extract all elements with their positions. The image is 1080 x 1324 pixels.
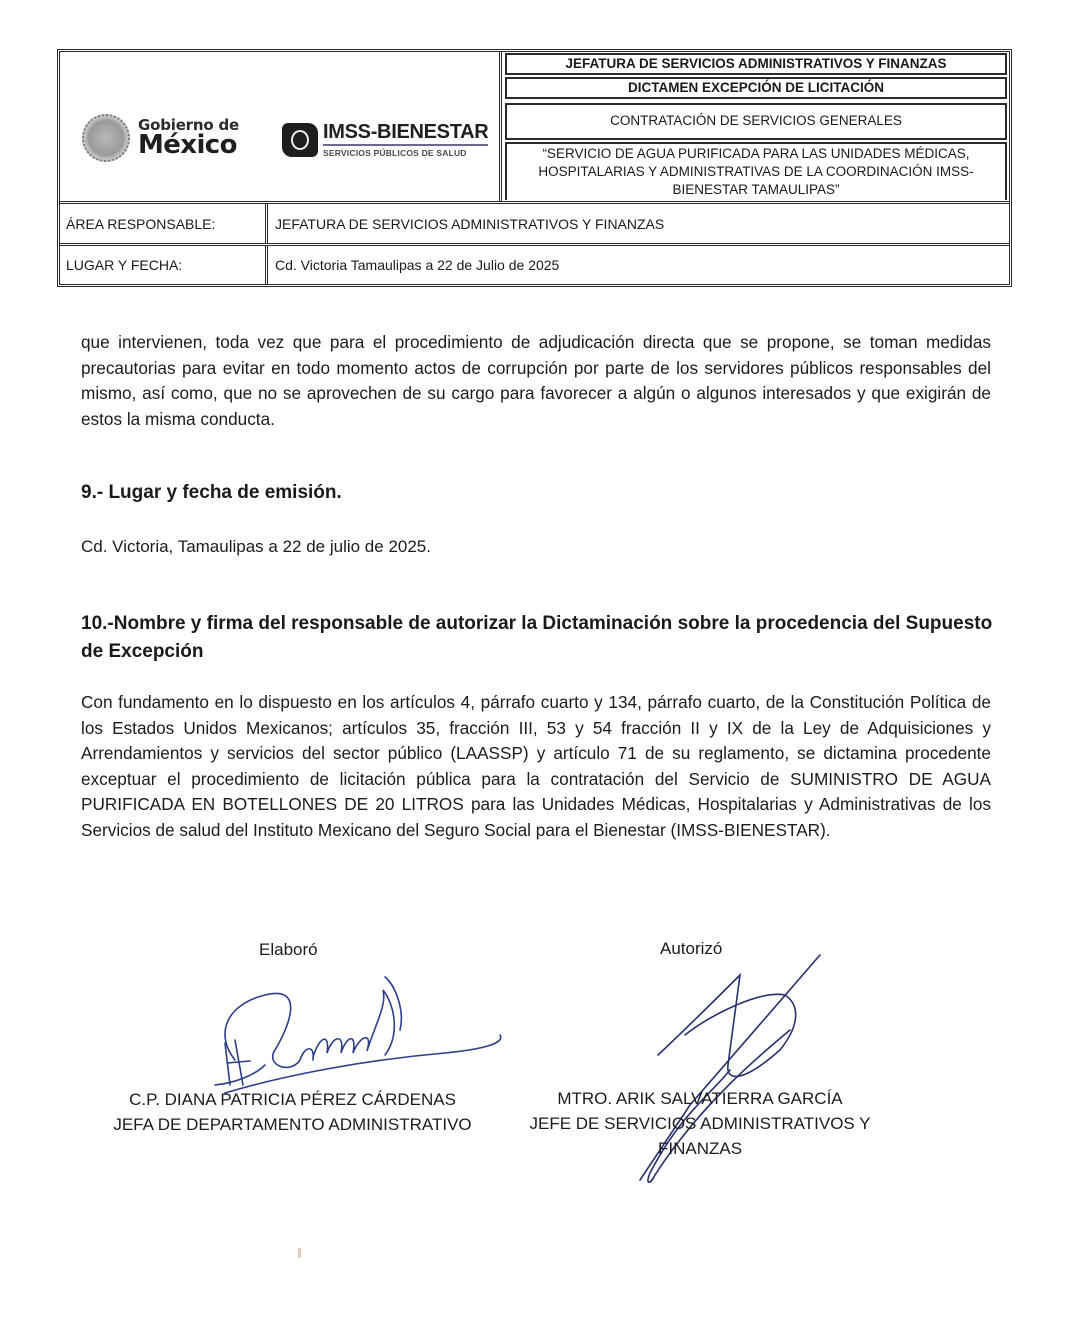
imss-bienestar-emblem-icon — [282, 123, 318, 157]
document-type-cell: DICTAMEN EXCEPCIÓN DE LICITACIÓN — [505, 77, 1007, 99]
section-9-heading: 9.- Lugar y fecha de emisión. — [81, 482, 342, 503]
place-date-row — [60, 243, 1009, 284]
place-date-value: Cd. Victoria Tamaulipas a 22 de Julio de 2025 — [275, 257, 560, 273]
header-title-cells — [502, 52, 1009, 201]
imss-logo-subtitle: SERVICIOS PÚBLICOS DE SALUD — [323, 148, 467, 158]
autorizo-name: MTRO. ARIK SALVATIERRA GARCÍA — [557, 1089, 843, 1108]
responsible-area-label: ÁREA RESPONSABLE: — [60, 204, 268, 243]
elaboro-signature-icon — [195, 965, 515, 1100]
gobierno-de-mexico-logo — [82, 114, 239, 162]
continuation-paragraph: que intervienen, toda vez que para el procedimiento de adjudicación directa que se propone, se toman medidas precautorias para evitar en todo momento actos de corrupción por parte de los servidores públicos responsables del mismo, así como, que no se aprovechen de su cargo para favorecer a algún o algunos interesados y que exigirán de estos la misma conducta. — [81, 332, 991, 429]
elaboro-name: C.P. DIANA PATRICIA PÉREZ CÁRDENAS — [129, 1090, 456, 1109]
department-cell: JEFATURA DE SERVICIOS ADMINISTRATIVOS Y FINANZAS — [505, 53, 1007, 75]
contract-type-cell: CONTRATACIÓN DE SERVICIOS GENERALES — [505, 103, 1007, 140]
autorizo-title: JEFE DE SERVICIOS ADMINISTRATIVOS Y FINANZAS — [529, 1114, 871, 1158]
national-seal-icon — [82, 114, 130, 162]
section-10-heading: 10.-Nombre y firma del responsable de autorizar la Dictaminación sobre la procedencia del Supuesto de Excepción — [81, 613, 993, 662]
gobierno-logo-line1: Gobierno de — [138, 116, 239, 134]
autorizo-signatory — [520, 1086, 880, 1161]
logos-cell — [60, 52, 502, 201]
scan-speck — [298, 1248, 301, 1258]
section-10-text: Con fundamento en lo dispuesto en los artículos 4, párrafo cuarto y 134, párrafo cuarto, de la Constitución Política de los Estados Unidos Mexicanos; artículos 35, fracción III, 53 y 54 fracción II y IX de la Ley de Adquisiciones y Arrendamientos y servicios del sector público (LAASSP) y artículo 71 de su reglamento, se dictamina procedente exceptuar el procedimiento de licitación pública para la contratación del Servicio de SUMINISTRO DE AGUA PURIFICADA EN BOTELLONES DE 20 LITROS para las Unidades Médicas, Hospitalarias y Administrativas de los Servicios de salud del Instituto Mexicano del Seguro Social para el Bienestar (IMSS-BIENESTAR). — [81, 692, 991, 840]
place-date-label: LUGAR Y FECHA: — [60, 246, 268, 284]
section-9-text: Cd. Victoria, Tamaulipas a 22 de julio de 2025. — [81, 537, 431, 556]
responsible-area-value: JEFATURA DE SERVICIOS ADMINISTRATIVOS Y FINANZAS — [275, 215, 665, 232]
autorizo-label: Autorizó — [660, 939, 723, 958]
elaboro-label: Elaboró — [259, 940, 318, 959]
elaboro-title: JEFA DE DEPARTAMENTO ADMINISTRATIVO — [113, 1115, 472, 1134]
imss-bienestar-logo — [282, 122, 488, 158]
gobierno-logo-line2: México — [138, 130, 237, 160]
elaboro-signatory — [100, 1087, 485, 1137]
service-description-cell: “SERVICIO DE AGUA PURIFICADA PARA LAS UNIDADES MÉDICAS, HOSPITALARIAS Y ADMINISTRATIVAS DE LA COORDINACIÓN IMSS-BIENESTAR TAMAULIPAS” — [505, 142, 1007, 200]
document-header-table — [57, 49, 1012, 287]
imss-logo-name: IMSS-BIENESTAR — [323, 122, 488, 146]
responsible-area-row — [60, 201, 1009, 243]
